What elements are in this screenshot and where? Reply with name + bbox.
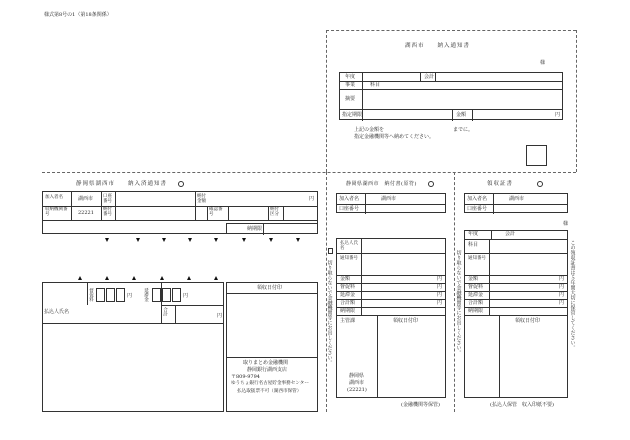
arrow-down-8 — [296, 238, 300, 242]
p3-nendo: 年度 — [468, 231, 479, 237]
p3-kamoku: 科目 — [468, 242, 479, 248]
p2-tokusoku: 督促料 — [340, 284, 356, 290]
p2-kin: 金額 — [340, 276, 351, 282]
p1-haraikomi: 払込人氏名 — [44, 309, 70, 315]
fold-line-top-h — [326, 30, 576, 31]
p3-nokigen: 納期限 — [468, 308, 484, 314]
p2-yen-4: 円 — [437, 300, 443, 306]
p3-kanyusha: 加入者名 — [467, 196, 488, 202]
p2-goukei: 合計額 — [340, 300, 356, 306]
fold-line-top — [326, 30, 327, 172]
p1-yen: 円 — [309, 196, 315, 202]
p1-kaname: 払込取扱票不可（湖西市保管） — [237, 389, 302, 394]
p1-tokusoku-yen: 円 — [127, 293, 133, 299]
p1-lower-table — [42, 282, 224, 412]
p3-cutoff: 切り取らないで金融機関等にお出しください。 — [455, 250, 462, 355]
p1-bank-name: 静岡銀行湖西支店 — [247, 367, 288, 373]
p3-sama: 様 — [563, 221, 569, 227]
p1-entai-digit-2[interactable] — [162, 288, 171, 302]
p3-stamp: 領収日付印 — [515, 318, 541, 324]
p2-city-no: (22221) — [347, 387, 367, 393]
p3-koza: 口座番号 — [467, 206, 488, 212]
p2-header-table — [336, 193, 446, 213]
notice-msg1: 上記の金額を — [354, 127, 385, 133]
p3-entai: 延滞金 — [468, 292, 484, 298]
notice-kigen: 指定期限 — [342, 112, 363, 118]
p3-header-table — [464, 193, 568, 213]
p1-entai-yen: 円 — [183, 293, 189, 299]
p3-city: 湖西市 — [509, 196, 525, 202]
arrow-up-5 — [187, 276, 191, 280]
p2-yen-2: 円 — [437, 284, 443, 290]
p1-kigen-row — [226, 223, 318, 234]
p3-kin: 金額 — [468, 276, 479, 282]
p3-tsuchi: 通知番号 — [468, 256, 486, 261]
p2-yen-1: 円 — [437, 276, 443, 282]
p1-stamp-label: 領収日付印 — [257, 285, 283, 291]
notice-table — [339, 72, 563, 120]
p3-side-note: この領収証書は５年間大切に保管してください。 — [569, 240, 576, 350]
notice-jigyo: 事業 — [345, 82, 356, 88]
p2-city-name2: 湖西市 — [349, 380, 365, 386]
p2-cutoff: 切り取らないで金融機関等にお出しください。 — [326, 260, 333, 365]
p2-checkbox[interactable] — [328, 248, 333, 254]
notice-yen: 円 — [555, 112, 561, 118]
notice-kaikei: 会計 — [424, 74, 435, 80]
arrow-up-4 — [160, 276, 164, 280]
notice-kingaku: 金額 — [456, 112, 467, 118]
p2-yen-3: 円 — [437, 292, 443, 298]
arrow-down-5 — [214, 238, 218, 242]
p3-main-table — [464, 230, 568, 398]
p1-postal: 〒809-9794 — [231, 374, 260, 380]
form-code: 様式第8号の1（第18条関係） — [44, 12, 112, 18]
p1-nofu-kingaku: 納付金額 — [197, 194, 206, 204]
p1-nofu-kigen: 納期限 — [247, 226, 263, 232]
p1-entai-label: 延滞金 — [143, 288, 149, 302]
notice-madeni: までに。 — [453, 127, 474, 133]
p2-tsuchi: 通知番号 — [340, 256, 358, 261]
arrow-down-4 — [188, 238, 192, 242]
p2-haraikomi: 払込人氏名 — [340, 241, 358, 251]
arrow-up-2 — [105, 276, 109, 280]
p1-entai-digit-3[interactable] — [172, 288, 181, 302]
arrow-down-7 — [269, 238, 273, 242]
p1-center: ゆうちょ銀行名古屋貯金事務センター — [231, 381, 309, 386]
p3-yen-3: 円 — [559, 292, 565, 298]
arrow-down-6 — [242, 238, 246, 242]
notice-title: 湖西市 納入通知書 — [405, 43, 471, 49]
p3-kaikei: 会計 — [505, 231, 516, 237]
p1-nofu-bango: 納付番号 — [103, 207, 112, 217]
p1-goukei: 合計 — [162, 307, 168, 316]
notice-kamoku: 科目 — [370, 82, 381, 88]
p2-shukan: 主管課 — [340, 318, 356, 324]
p2-nokigen: 納期限 — [340, 308, 356, 314]
notice-nendo: 年度 — [345, 74, 356, 80]
arrow-down-1 — [105, 238, 109, 242]
p3-goukei: 合計額 — [468, 300, 484, 306]
p3-footer: (払込人保管 収入印紙不要) — [490, 402, 554, 408]
p1-title: 静岡県湖西市 納入済通知書 — [76, 181, 168, 187]
p3-tokusoku: 督促料 — [468, 284, 484, 290]
notice-tekiyo: 摘要 — [345, 96, 356, 102]
p1-kakunin: 確認番号 — [209, 207, 223, 217]
p3-yen-2: 円 — [559, 284, 565, 290]
p1-shuno: 収納機関番号 — [45, 207, 68, 217]
p1-stamp-box — [226, 282, 318, 412]
p2-footer: (金融機関等保管) — [401, 402, 440, 408]
p1-bank-note: 取りまとめ金融機関 — [243, 360, 289, 366]
p1-goukei-yen: 円 — [217, 313, 223, 319]
p1-shuno-no: 22221 — [78, 210, 94, 216]
p2-koza: 口座番号 — [339, 206, 360, 212]
p3-yen-4: 円 — [559, 300, 565, 306]
p2-main-table — [336, 238, 446, 398]
arrow-up-3 — [132, 276, 136, 280]
smile-icon-3 — [537, 181, 543, 187]
p2-city-name1: 静岡県 — [349, 373, 365, 379]
p1-entai-digit-1[interactable] — [152, 288, 161, 302]
arrow-down-2 — [136, 238, 140, 242]
p1-koza: 口座番号 — [103, 194, 112, 204]
p1-city: 湖西市 — [78, 196, 94, 202]
seal-box — [526, 145, 547, 166]
p2-stamp: 領収日付印 — [393, 318, 419, 324]
p2-kanyusha: 加入者名 — [339, 196, 360, 202]
p1-tokusoku-digit-2[interactable] — [106, 288, 115, 302]
p2-city: 湖西市 — [381, 196, 397, 202]
notice-msg2: 指定金融機関等へ納めてください。 — [354, 134, 435, 140]
p3-title: 領収証書 — [487, 181, 514, 187]
p1-nofu-kubun: 納付区分 — [270, 207, 279, 217]
arrow-down-3 — [162, 238, 166, 242]
arrow-up-6 — [214, 276, 218, 280]
p2-entai: 延滞金 — [340, 292, 356, 298]
p1-tokusoku-digit-3[interactable] — [116, 288, 125, 302]
cut-line-main — [42, 172, 576, 173]
p1-tokusoku-label: 督促料 — [88, 288, 94, 302]
p3-yen-1: 円 — [559, 276, 565, 282]
smile-icon — [178, 181, 184, 187]
arrow-up-1 — [78, 276, 82, 280]
smile-icon-2 — [428, 181, 434, 187]
fold-line-right — [576, 30, 577, 172]
p1-kanyusha: 加入者名 — [45, 195, 63, 200]
p1-tokusoku-digit-1[interactable] — [96, 288, 105, 302]
notice-sama: 様 — [540, 60, 546, 66]
p2-title: 静岡県湖西市 納付書(原符) — [346, 181, 417, 187]
